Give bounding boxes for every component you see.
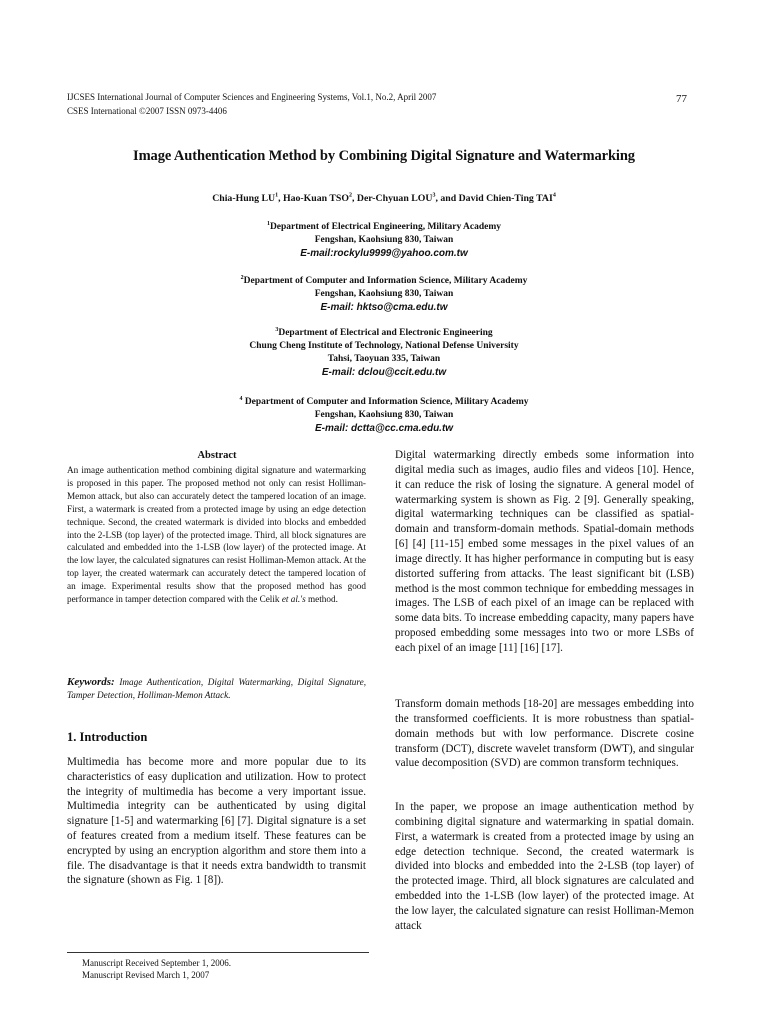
journal-header-line2: CSES International ©2007 ISSN 0973-4406 (67, 106, 227, 116)
footnote-divider (67, 952, 369, 953)
keywords (67, 676, 366, 702)
footnote-revised: Manuscript Revised March 1, 2007 (82, 970, 210, 980)
affiliation-3 (0, 327, 768, 379)
affiliation-sup: 3 (275, 326, 279, 333)
author-sep: , (278, 193, 283, 204)
section-heading-introduction: 1. Introduction (67, 730, 148, 744)
body-paragraph: Digital watermarking directly embeds some information into digital media such as images, audio files and videos [10]. Hence, it can reduce the risk of losing the signature. A general model of watermarking system is shown as Fig. 2 [9]. Generally speaking, digital watermarking techniques can be classified as spatial-domain and transform-domain methods. Spatial-domain methods [6] [4] [11-15] embed some messages in the pixel values of an image directly. It has higher performance in computing but is easy distorted suffering from attacks. The least significant bit (LSB) method is the most common technique for embedding messages in images. The LSB of each pixel of an image can be replaced with some data bits. To increase embedding capacity, many papers have proposed embedding some messages into two or more LSBs of each pixel of an image [11] [16] [17]. (395, 449, 694, 654)
affiliation-institute: Chung Cheng Institute of Technology, National Defense University (249, 341, 519, 351)
affiliation-address: Fengshan, Kaohsiung 830, Taiwan (314, 410, 454, 420)
page-number: 77 (676, 93, 687, 105)
affiliation-1 (0, 221, 768, 260)
journal-header-line1: IJCSES International Journal of Computer Sciences and Engineering Systems, Vol.1, No.2, April 2007 (67, 92, 437, 102)
author-name: Chia-Hung LU (212, 193, 276, 204)
affiliation-dept: Department of Computer and Information Science, Military Academy (243, 276, 528, 286)
author-name: David Chien-Ting TAI (458, 193, 553, 204)
affiliation-address: Fengshan, Kaohsiung 830, Taiwan (314, 235, 454, 245)
affiliation-dept: Department of Electrical Engineering, Military Academy (269, 222, 502, 232)
abstract-tail: method. (305, 594, 338, 605)
keywords-label: Keywords: (67, 676, 115, 688)
affiliation-2 (0, 275, 768, 314)
affiliation-address: Tahsi, Taoyuan 335, Taiwan (327, 354, 441, 364)
affiliation-4 (0, 396, 768, 435)
affiliation-email: E-mail:rockylu9999@yahoo.com.tw (300, 248, 468, 259)
affiliation-email: E-mail: hktso@cma.edu.tw (320, 302, 448, 313)
author-list (0, 193, 768, 204)
affiliation-sup: 4 (239, 395, 243, 402)
affiliation-address: Fengshan, Kaohsiung 830, Taiwan (314, 289, 454, 299)
author-name: Hao-Kuan TSO (282, 193, 349, 204)
author-sup: 3 (432, 192, 436, 199)
footnote-received: Manuscript Received September 1, 2006. (82, 958, 231, 968)
abstract-heading: Abstract (197, 450, 237, 461)
author-name: Der-Chyuan LOU (356, 193, 433, 204)
body-paragraph: Transform domain methods [18-20] are messages embedding into the transformed coefficients. It is more robustness than spatial-domain methods but with low performance. Discrete cosine transform (DCT), discrete wavelet transform (DWT), and singular value decomposition (SVD) are common transform techniques. (395, 698, 694, 770)
affiliation-dept: Department of Electrical and Electronic Engineering (278, 328, 493, 338)
abstract-et-al: et al.'s (281, 594, 306, 605)
abstract-body (67, 464, 366, 606)
body-paragraph: In the paper, we propose an image authentication method by combining digital signature and watermarking in spatial domain. First, a watermark is created from a protected image by using an edge detection technique. Second, the created watermark is divided into blocks and embedded into the 2-LSB (top layer) of the protected image. Third, all block signatures are calculated and embedded into the 1-LSB (low layer) of the protected image. At the low layer, the calculated signature can resist Holliman-Memon attack (395, 801, 694, 932)
affiliation-email: E-mail: dclou@ccit.edu.tw (321, 367, 447, 378)
keywords-text: Image Authentication, Digital Watermarking, Digital Signature, Tamper Detection, Holliman-Memon Attack. (67, 677, 366, 700)
introduction-paragraph: Multimedia has become more and more popular due to its characteristics of easy duplication and utilization. How to protect the integrity of multimedia has become a very important issue. Multimedia integrity can be authenticated by using digital signature [1-5] and watermarking [6] [7]. Digital signature is a set of features created from a medium itself. These features can be encrypted by using an encryption algorithm and store them into a file. The disadvantage is that it needs extra bandwidth to transmit the signature (shown as Fig. 1 [8]). (67, 756, 366, 887)
author-sup: 2 (348, 192, 352, 199)
affiliation-sup: 1 (266, 220, 270, 227)
abstract-text: An image authentication method combining digital signature and watermarking is proposed in this paper. The proposed method not only can resist Holliman-Memon attack, but also can accurately detect the tampered location of an image. First, a watermark is created from a protected image by using an edge detection technique. Second, the created watermark is divided into blocks and embedded into the 2-LSB (top layer) of the protected image. Third, all block signatures are calculated and embedded into the 1-LSB (low layer) of the protected image. At the low layer, the calculated signatures can resist Holliman-Memon attack. At the top layer, the created watermark can accurately detect the tampered location of an image. Experimental results show that the proposed method has good performance in tamper detection compared with the Celik (67, 465, 366, 605)
author-sup: 4 (552, 192, 556, 199)
affiliation-sup: 2 (240, 274, 244, 281)
author-sup: 1 (275, 192, 279, 199)
author-sep: , and (435, 193, 459, 204)
affiliation-email: E-mail: dctta@cc.cma.edu.tw (314, 423, 454, 434)
paper-title: Image Authentication Method by Combining Digital Signature and Watermarking (133, 148, 635, 164)
affiliation-dept: Department of Computer and Information Science, Military Academy (242, 397, 529, 407)
author-sep: , (351, 193, 357, 204)
